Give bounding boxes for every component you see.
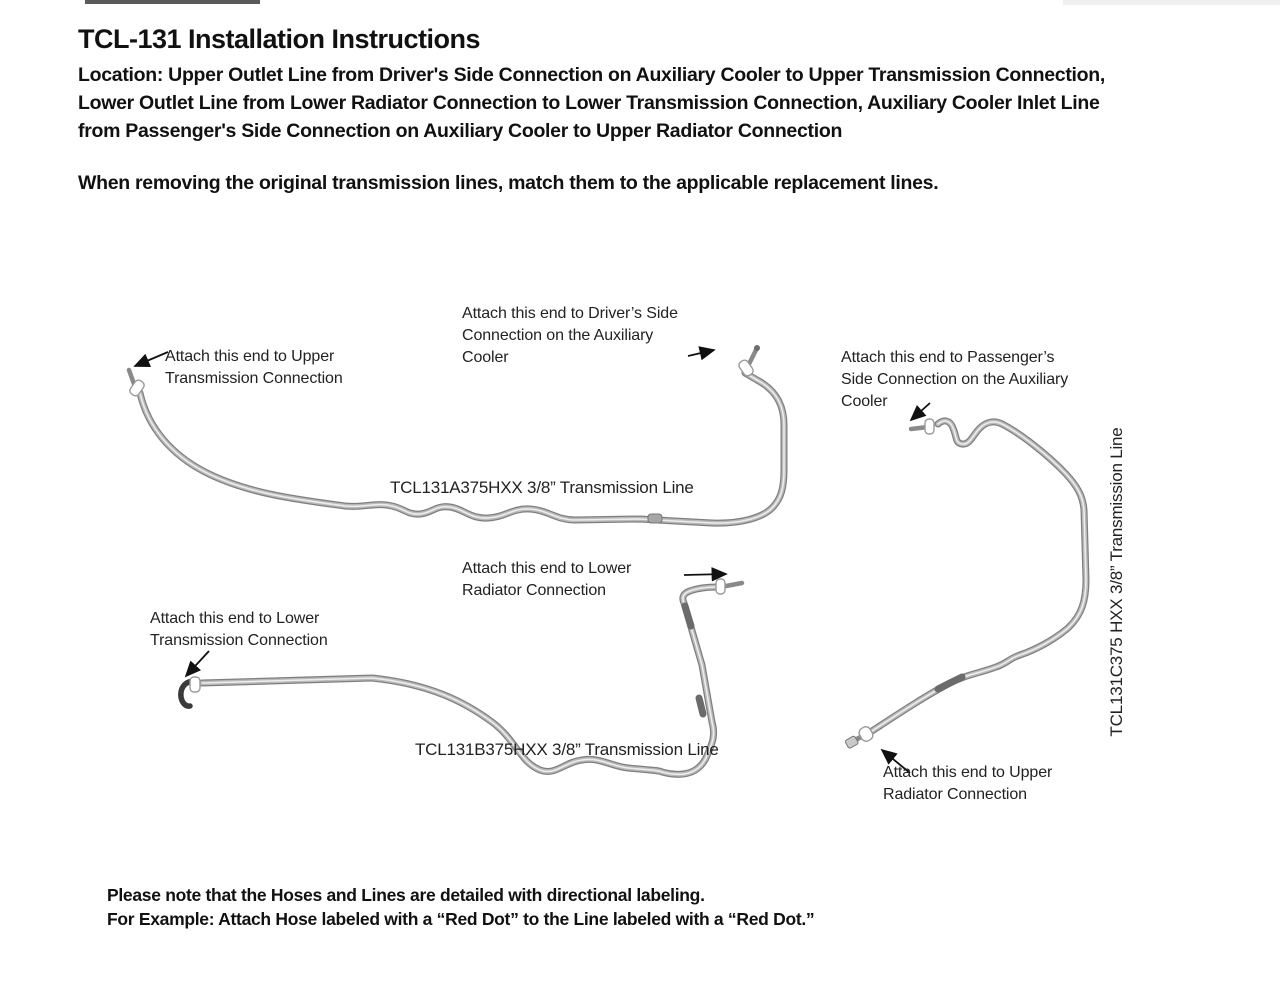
arrow-lower-radiator-icon <box>684 574 726 575</box>
line-c-upper-radiator-fitting <box>845 725 875 749</box>
part-number-line-b: TCL131B375HXX 3/8” Transmission Line <box>415 740 719 759</box>
label-upper-radiator: Attach this end to Upper Radiator Connection <box>883 764 1053 803</box>
transmission-line-c <box>845 419 1086 749</box>
line-c-passenger-side-fitting <box>911 419 934 434</box>
arrow-lower-transmission-icon <box>186 651 209 676</box>
label-driver-side: Attach this end to Driver’s Side Connection on the Auxiliary Cooler <box>462 305 678 366</box>
line-b-braid <box>685 606 691 626</box>
line-b-lower-transmission-fitting <box>181 677 200 706</box>
location-line-3: from Passenger's Side Connection on Auxiliary Cooler to Upper Radiator Connection <box>78 120 843 142</box>
line-a-driver-side-fitting <box>737 345 760 377</box>
arrow-driver-side-icon <box>688 350 714 356</box>
arrow-upper-transmission-icon <box>135 352 168 366</box>
location-line-1: Location: Upper Outlet Line from Driver's Side Connection on Auxiliary Cooler to Upper Transmission Connection, <box>78 64 1105 86</box>
location-line-2: Lower Outlet Line from Lower Radiator Connection to Lower Transmission Connection, Auxiliary Cooler Inlet Line <box>78 92 1100 114</box>
line-b-braid <box>699 698 703 714</box>
label-upper-transmission: Attach this end to Upper Transmission Connection <box>165 348 343 387</box>
part-number-line-a: TCL131A375HXX 3/8” Transmission Line <box>390 478 694 497</box>
removal-note: When removing the original transmission lines, match them to the applicable replacement lines. <box>78 172 939 194</box>
page-title: TCL-131 Installation Instructions <box>78 24 481 54</box>
label-lower-radiator: Attach this end to Lower Radiator Connection <box>462 560 632 599</box>
part-number-line-c: TCL131C375 HXX 3/8” Transmission Line <box>1107 427 1126 737</box>
label-passenger-side: Attach this end to Passenger’s Side Connection on the Auxiliary Cooler <box>841 349 1069 410</box>
label-lower-transmission: Attach this end to Lower Transmission Connection <box>150 610 328 649</box>
directional-labeling-note <box>107 883 814 931</box>
line-c-braid <box>938 677 962 689</box>
footer-line-2: For Example: Attach Hose labeled with a “Red Dot” to the Line labeled with a “Red Dot.” <box>107 909 815 929</box>
line-a-joint <box>648 514 662 523</box>
line-b-lower-radiator-fitting <box>716 579 742 594</box>
footer-line-1: Please note that the Hoses and Lines are detailed with directional labeling. <box>107 885 705 905</box>
